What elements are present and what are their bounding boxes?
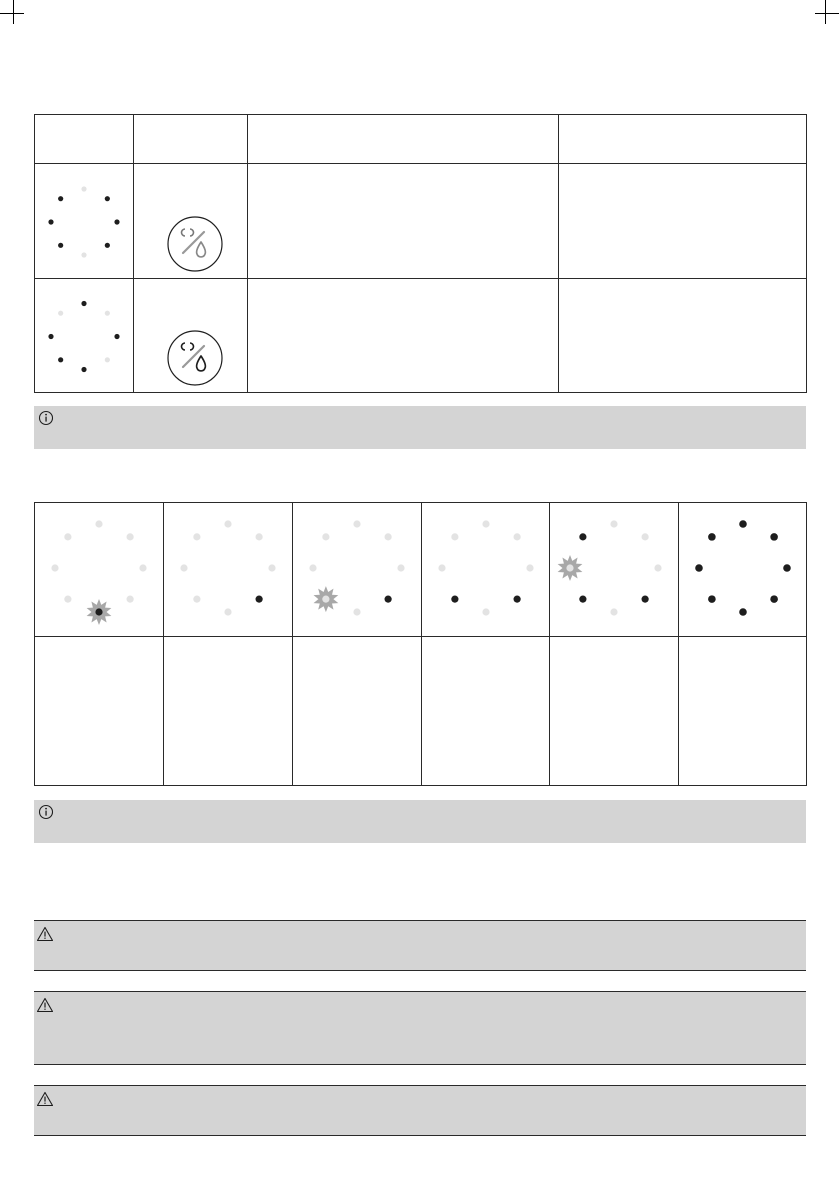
humidity-button-icon bbox=[168, 331, 222, 385]
table-row bbox=[35, 279, 807, 393]
row-remark bbox=[559, 164, 807, 279]
humidity-button-icon bbox=[134, 279, 248, 392]
led-dot-on bbox=[770, 595, 778, 603]
warning-icon bbox=[36, 997, 54, 1013]
led-dot-off bbox=[58, 311, 63, 316]
led-dot-off bbox=[95, 520, 102, 527]
led-dot-off bbox=[610, 520, 617, 527]
warning-note bbox=[34, 920, 806, 971]
row-description bbox=[248, 164, 559, 279]
led-dot-on bbox=[708, 533, 716, 541]
led-dot-off bbox=[64, 533, 71, 540]
led-dot-off bbox=[193, 596, 200, 603]
step-caption bbox=[293, 637, 422, 786]
led-dot-on bbox=[48, 219, 53, 224]
led-dot-off bbox=[180, 564, 187, 571]
led-dot-on bbox=[451, 596, 458, 603]
crop-mark-top-left-v bbox=[13, 0, 14, 24]
led-ring-indicator bbox=[422, 503, 550, 636]
led-dot-off bbox=[105, 357, 110, 362]
step-caption bbox=[35, 637, 164, 786]
led-dot-off bbox=[309, 564, 316, 571]
led-ring-indicator bbox=[35, 164, 134, 278]
led-dot-on bbox=[770, 533, 778, 541]
table-row bbox=[35, 164, 807, 279]
led-ring-indicator bbox=[550, 503, 678, 636]
led-dot-off bbox=[438, 564, 445, 571]
led-ring-indicator bbox=[35, 503, 163, 636]
led-dot-off bbox=[81, 252, 86, 257]
warning-icon bbox=[36, 926, 54, 942]
led-dot-off bbox=[268, 564, 275, 571]
led-ring-indicator bbox=[164, 503, 292, 636]
led-dot-on bbox=[739, 520, 747, 528]
led-dot-off bbox=[385, 533, 392, 540]
led-dot-on bbox=[579, 533, 586, 540]
warning-note bbox=[34, 1085, 806, 1136]
led-dot-off bbox=[127, 596, 134, 603]
led-dot-on bbox=[58, 243, 63, 248]
crop-mark-top-right-v bbox=[825, 0, 826, 24]
led-dot-off bbox=[322, 596, 329, 603]
led-dot-on bbox=[695, 564, 703, 572]
info-icon bbox=[38, 804, 54, 820]
step-caption bbox=[422, 637, 550, 786]
led-dot-off bbox=[353, 520, 360, 527]
led-dot-off bbox=[64, 596, 71, 603]
header-cell bbox=[559, 115, 807, 164]
progress-table bbox=[34, 502, 807, 786]
led-dot-off bbox=[566, 564, 573, 571]
led-dot-off bbox=[322, 533, 329, 540]
led-dot-off bbox=[482, 520, 489, 527]
progress-caption-row bbox=[35, 637, 807, 786]
step-caption bbox=[550, 637, 679, 786]
led-dot-off bbox=[642, 533, 649, 540]
step-caption bbox=[164, 637, 293, 786]
led-dot-on bbox=[579, 596, 586, 603]
led-dot-off bbox=[224, 520, 231, 527]
led-dot-off bbox=[139, 564, 146, 571]
led-dot-off bbox=[654, 564, 661, 571]
led-dot-off bbox=[193, 533, 200, 540]
humidity-button-icon bbox=[168, 217, 222, 271]
warning-note bbox=[34, 991, 806, 1065]
led-ring-indicator bbox=[293, 503, 421, 636]
led-dot-on bbox=[81, 367, 86, 372]
led-dot-off bbox=[610, 608, 617, 615]
step-caption bbox=[679, 637, 807, 786]
led-dot-off bbox=[353, 608, 360, 615]
humidity-button-icon bbox=[134, 164, 248, 278]
led-dot-off bbox=[514, 533, 521, 540]
led-dot-on bbox=[48, 334, 53, 339]
warning-icon bbox=[36, 1091, 54, 1107]
led-dot-off bbox=[256, 533, 263, 540]
led-dot-off bbox=[224, 608, 231, 615]
header-cell bbox=[134, 115, 248, 164]
info-icon bbox=[38, 410, 54, 426]
crop-mark-top-left-h bbox=[0, 13, 24, 14]
led-dot-off bbox=[526, 564, 533, 571]
header-cell bbox=[248, 115, 559, 164]
led-dot-off bbox=[127, 533, 134, 540]
led-dot-on bbox=[514, 596, 521, 603]
led-dot-off bbox=[482, 608, 489, 615]
led-dot-on bbox=[708, 595, 716, 603]
row-description bbox=[248, 279, 559, 393]
led-dot-on bbox=[739, 608, 747, 616]
header-cell bbox=[35, 115, 134, 164]
led-dot-on bbox=[58, 357, 63, 362]
crop-mark-top-right-h bbox=[815, 13, 839, 14]
led-ring-indicator bbox=[35, 279, 134, 392]
led-dot-on bbox=[642, 596, 649, 603]
led-dot-on bbox=[385, 596, 392, 603]
led-dot-off bbox=[51, 564, 58, 571]
led-dot-off bbox=[451, 533, 458, 540]
status-table bbox=[34, 114, 807, 393]
led-dot-on bbox=[114, 334, 119, 339]
info-note bbox=[34, 800, 806, 843]
led-dot-off bbox=[105, 311, 110, 316]
status-table-header bbox=[35, 115, 807, 164]
led-dot-on bbox=[114, 219, 119, 224]
info-note bbox=[34, 406, 806, 449]
led-dot-off bbox=[397, 564, 404, 571]
led-dot-on bbox=[58, 196, 63, 201]
led-dot-on bbox=[81, 301, 86, 306]
led-dot-on bbox=[105, 243, 110, 248]
led-dot-on bbox=[105, 196, 110, 201]
led-dot-on bbox=[256, 596, 263, 603]
led-dot-on bbox=[95, 608, 102, 615]
row-remark bbox=[559, 279, 807, 393]
led-ring-indicator bbox=[679, 503, 807, 636]
progress-ring-row bbox=[35, 503, 807, 637]
led-dot-off bbox=[81, 186, 86, 191]
led-dot-on bbox=[783, 564, 791, 572]
